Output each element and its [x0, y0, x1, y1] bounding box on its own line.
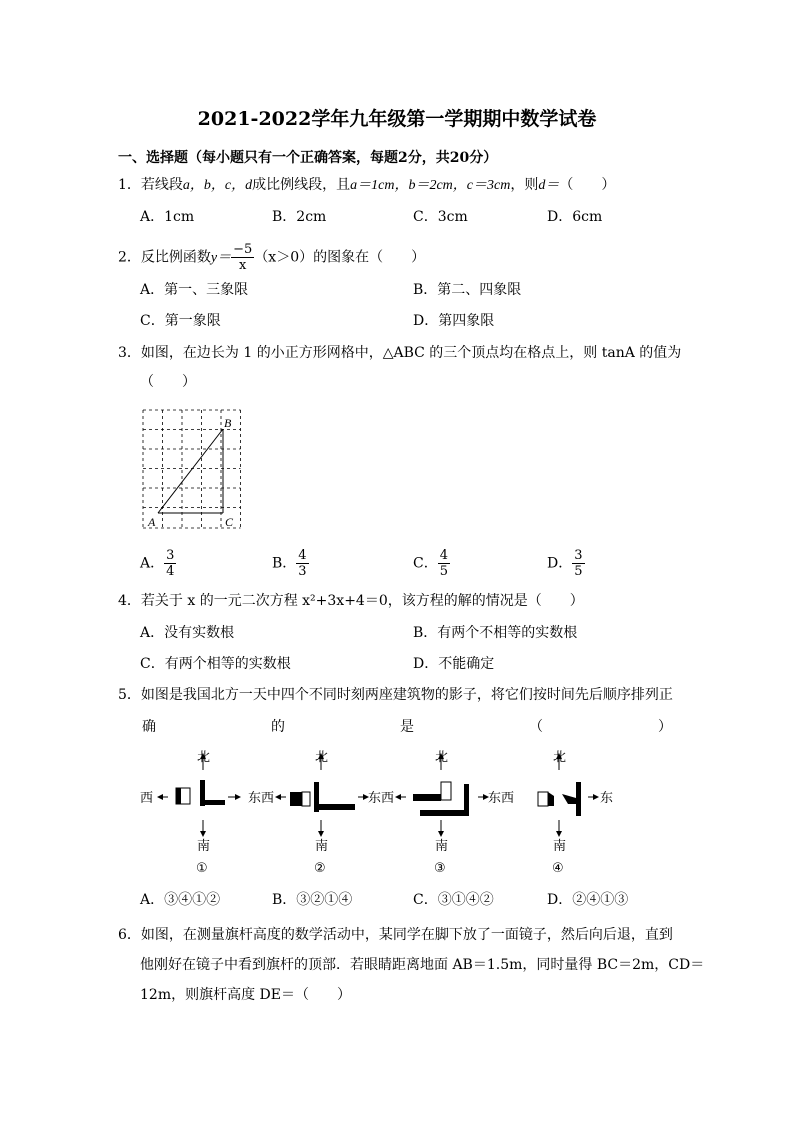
q1-option-c: C．3cm [413, 209, 468, 225]
q3-triangle [158, 429, 223, 513]
q5-f4-east: 东 [600, 791, 614, 806]
q2-y: y＝ [210, 250, 232, 266]
q2-option-b: B．第二、四象限 [413, 282, 522, 298]
q4-option-a: A．没有实数根 [140, 625, 235, 641]
q5-figure-3 [398, 756, 486, 834]
question-6-line-3: 12m，则旗杆高度 DE＝（ ） [140, 987, 351, 1003]
q3-option-a-num: 3 [166, 548, 175, 563]
q5-option-c: C．③①④② [413, 892, 494, 908]
q2-option-d: D．第四象限 [413, 313, 495, 329]
q5-word-5: ） [658, 719, 672, 735]
q2-option-a: A．第一、三象限 [140, 282, 249, 298]
q4-option-d: D．不能确定 [413, 656, 495, 672]
question-2 [118, 242, 425, 273]
q5-f2-north: 北 [315, 750, 329, 765]
q5-label-1: ① [196, 861, 208, 876]
q3-option-a-fraction [164, 548, 176, 579]
q5-option-b: B．③②①④ [272, 892, 353, 908]
q5-f3-north: 北 [435, 750, 449, 765]
q3-option-c-num: 4 [439, 548, 448, 563]
q2-fraction [231, 242, 254, 273]
q3-option-a [140, 548, 176, 579]
q5-figure-1 [160, 756, 238, 834]
q5-word-1: 确 [142, 719, 156, 735]
q3-option-d-letter: D． [547, 555, 573, 572]
q3-label-c: C [225, 515, 234, 529]
q1-option-d: D．6cm [547, 209, 603, 225]
q1-d: d＝ [538, 178, 560, 193]
q3-option-d-den: 5 [574, 564, 583, 579]
q5-label-3: ③ [434, 861, 446, 876]
q3-label-b: B [224, 416, 232, 430]
q3-option-c-fraction [438, 548, 450, 579]
q1-paren: （ ） [559, 177, 616, 193]
q5-figure-4 [538, 756, 596, 834]
q1-option-b: B．2cm [272, 209, 327, 225]
q3-option-a-letter: A． [140, 555, 165, 572]
q1-conditions: a＝1cm，b＝2cm，c＝3cm [350, 178, 511, 193]
q5-f4-north: 北 [553, 750, 567, 765]
q2-fraction-den: x [239, 258, 247, 273]
q3-option-b [272, 548, 309, 579]
q5-word-4: （ [529, 719, 543, 735]
q2-stem-b: 的图象在（ ） [313, 249, 426, 266]
q5-f1f2-eastwest: 东西 [248, 791, 275, 806]
q3-option-c-letter: C． [413, 555, 438, 572]
q5-label-4: ④ [552, 861, 564, 876]
q3-option-c [413, 548, 450, 579]
q2-stem-a: 2．反比例函数 [118, 249, 211, 266]
q5-shadow-figure [130, 742, 650, 882]
q3-paren: （ ） [140, 374, 196, 390]
q3-option-b-den: 3 [298, 564, 307, 579]
q5-f3f4-eastwest: 东西 [488, 791, 515, 806]
q5-f3-south: 南 [435, 839, 449, 854]
q3-option-b-num: 4 [298, 548, 307, 563]
q3-option-d-num: 3 [574, 548, 583, 563]
q1-stem-c: ，则 [510, 177, 539, 193]
q3-option-a-den: 4 [166, 564, 175, 579]
question-4: 4．若关于 x 的一元二次方程 x²+3x+4＝0，该方程的解的情况是（ ） [118, 593, 584, 609]
q1-option-a: A．1cm [140, 209, 195, 225]
q3-option-d-fraction [572, 548, 584, 579]
q5-word-2: 的 [271, 719, 285, 735]
question-6-line-2: 他刚好在镜子中看到旗杆的顶部．若眼睛距离地面 AB＝1.5m，同时量得 BC＝2m，CD＝ [140, 957, 705, 973]
q2-condition: （x＞0） [254, 249, 314, 266]
q5-figure-2 [278, 756, 366, 834]
q1-stem-b: 成比例线段，且 [252, 177, 351, 193]
q3-option-b-letter: B． [272, 555, 297, 572]
q5-option-d: D．②④①③ [547, 892, 629, 908]
q2-option-c: C．第一象限 [140, 313, 221, 329]
question-6-line-1: 6．如图，在测量旗杆高度的数学活动中，某同学在脚下放了一面镜子，然后向后退，直到 [118, 927, 673, 943]
question-3: 3．如图，在边长为 1 的小正方形网格中，△ABC 的三个顶点均在格点上，则 tanA 的值为 [118, 345, 682, 361]
q5-f2-south: 南 [315, 839, 329, 854]
q3-label-a: A [148, 515, 156, 529]
exam-title: 2021-2022学年九年级第一学期期中数学试卷 [197, 108, 597, 130]
q1-vars: a，b，c，d [182, 178, 253, 193]
q5-line2 [142, 716, 672, 736]
q3-option-c-den: 5 [439, 564, 448, 579]
q5-option-a: A．③④①② [140, 892, 221, 908]
q4-option-b: B．有两个不相等的实数根 [413, 625, 578, 641]
q2-fraction-num: −5 [233, 242, 253, 257]
q5-word-3: 是 [400, 719, 414, 735]
q5-f1-west: 西 [140, 791, 154, 806]
q5-label-2: ② [314, 861, 326, 876]
q3-grid-figure [138, 405, 248, 535]
question-5: 5．如图是我国北方一天中四个不同时刻两座建筑物的影子，将它们按时间先后顺序排列正 [118, 687, 673, 703]
q5-f4-south: 南 [553, 839, 567, 854]
q1-stem-a: 1．若线段 [118, 177, 183, 193]
section-heading: 一、选择题（每小题只有一个正确答案，每题2分，共20分） [118, 150, 498, 166]
q5-f2f3-eastwest: 东西 [368, 791, 395, 806]
question-1 [118, 178, 615, 193]
q5-f1-north: 北 [197, 750, 211, 765]
q3-option-b-fraction [296, 548, 308, 579]
q4-option-c: C．有两个相等的实数根 [140, 656, 291, 672]
q3-option-d [547, 548, 585, 579]
q5-f1-south: 南 [197, 839, 211, 854]
